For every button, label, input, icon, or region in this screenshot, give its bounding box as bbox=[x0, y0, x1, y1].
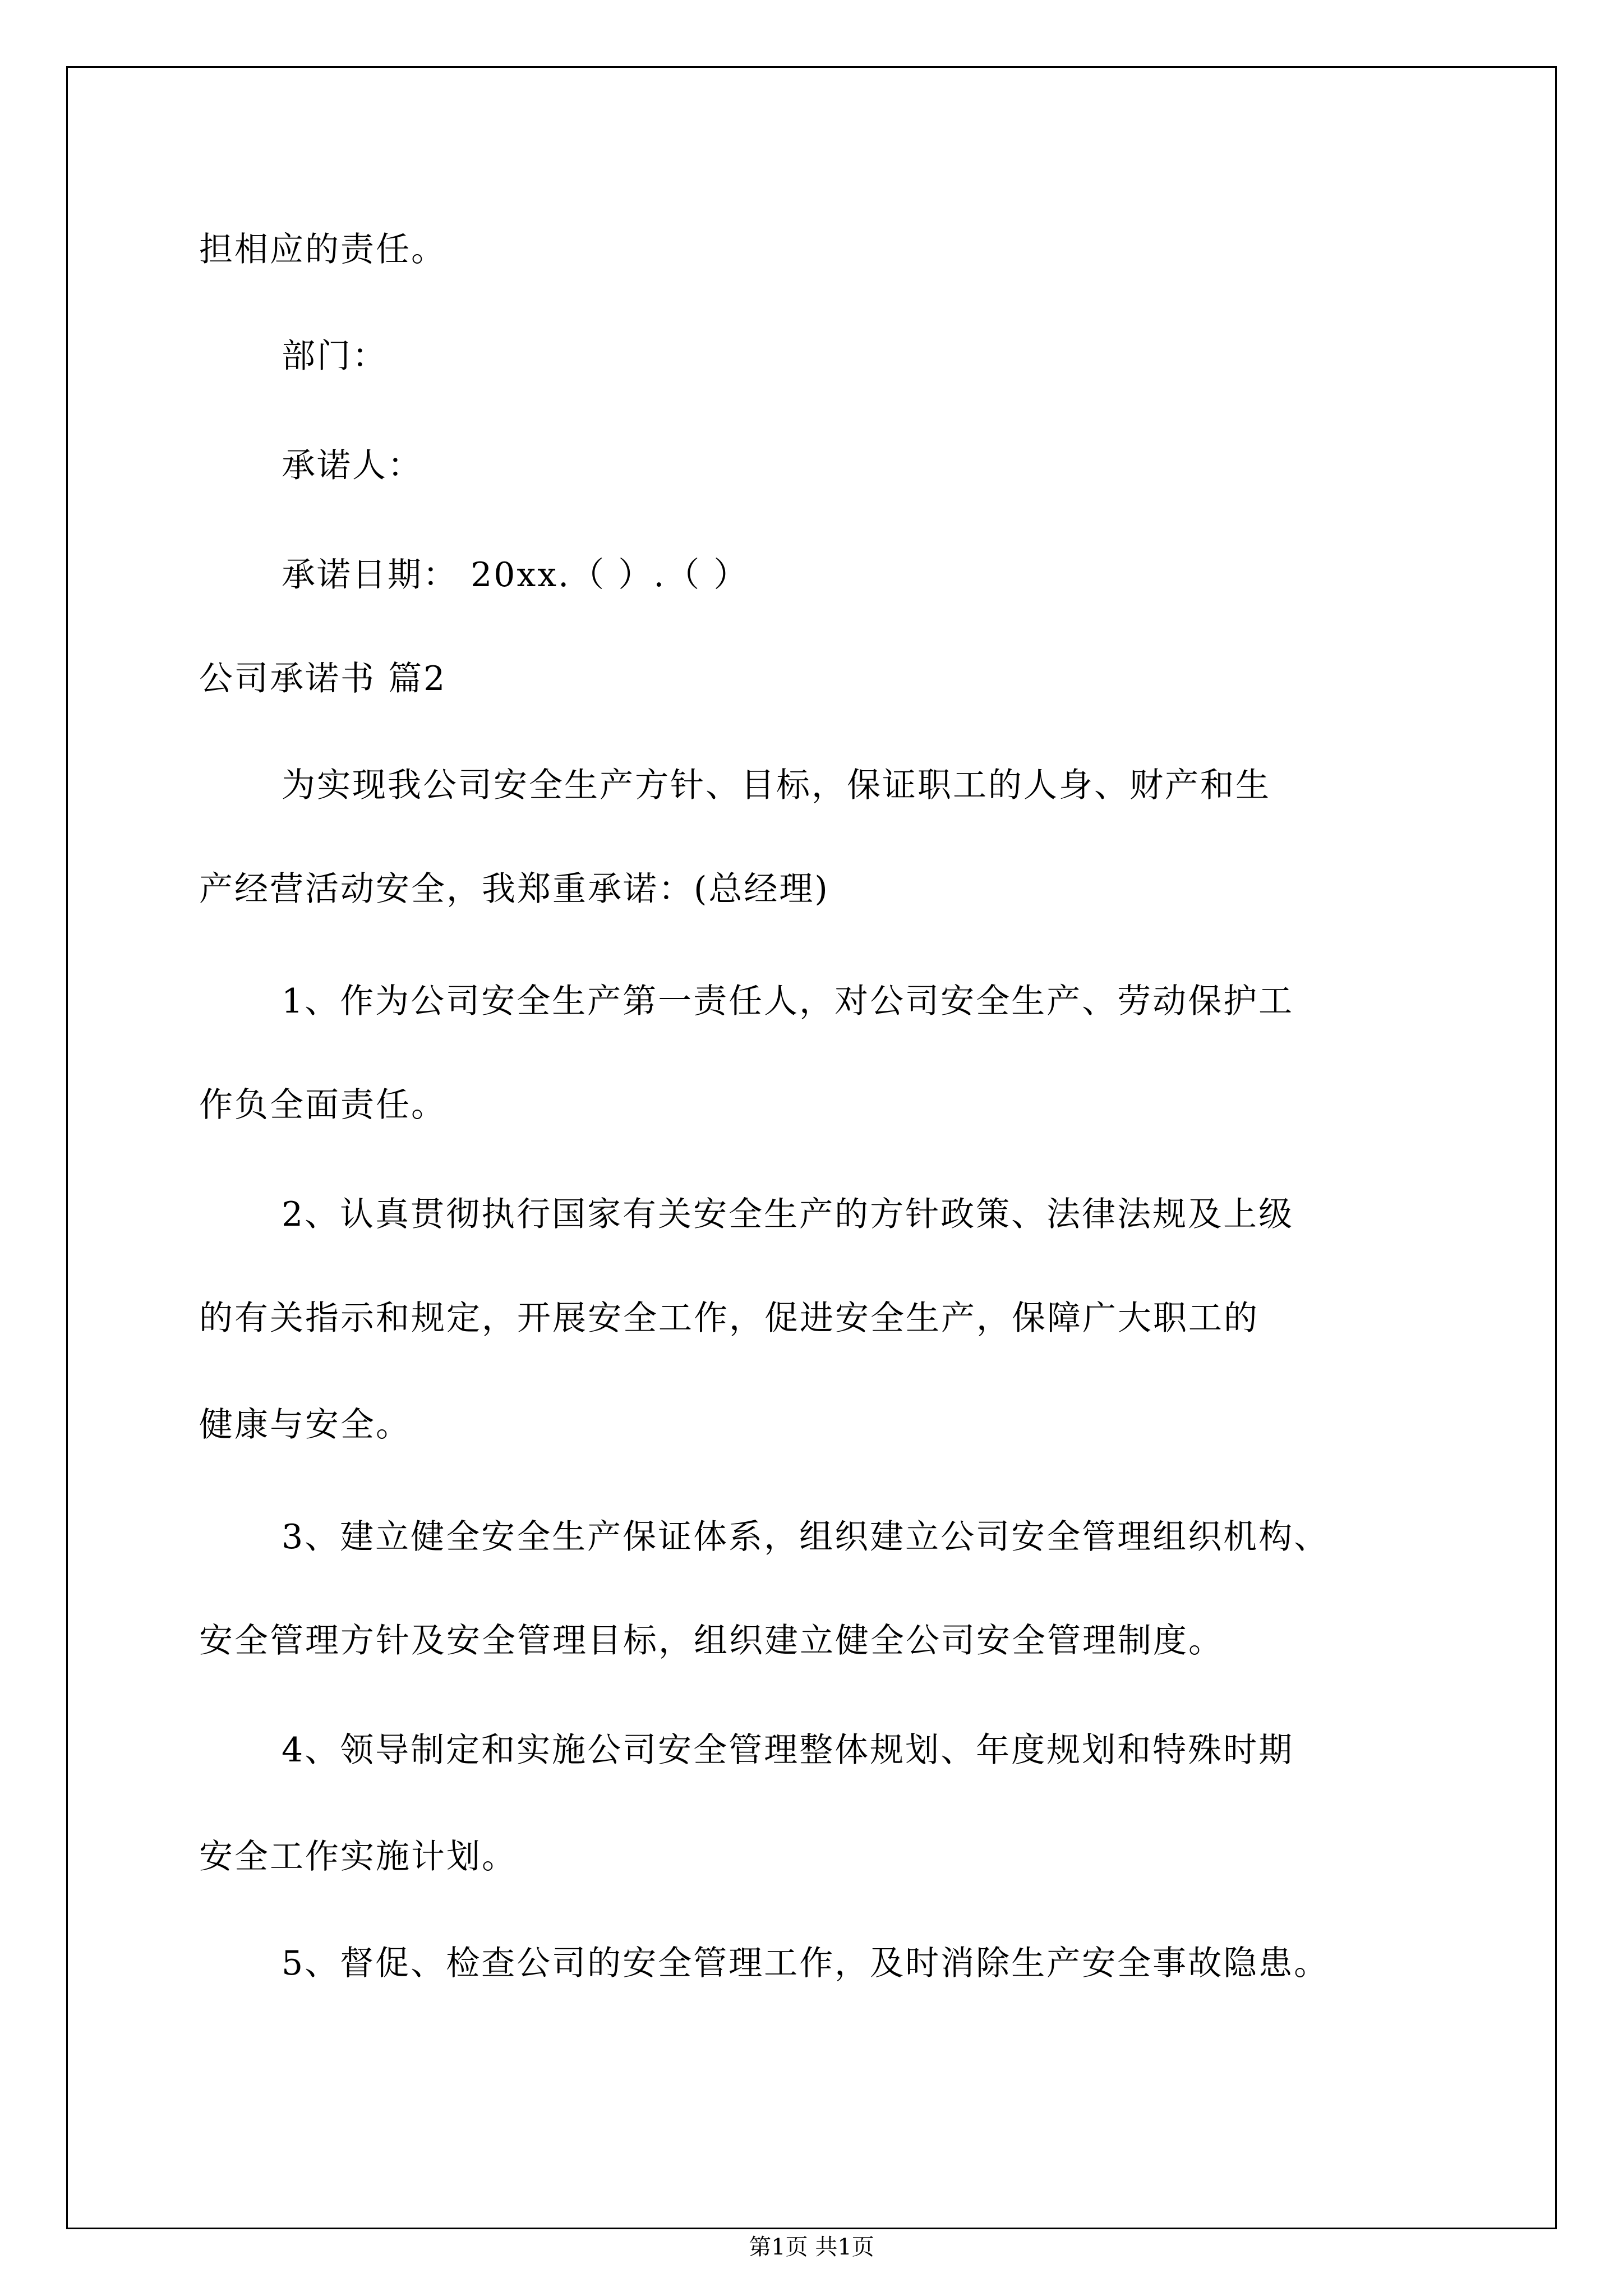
text-line: 作负全面责任。 bbox=[199, 1085, 446, 1125]
page-footer: 第1页 共1页 bbox=[749, 2234, 874, 2260]
text-line: 5、督促、检查公司的安全管理工作，及时消除生产安全事故隐患。 bbox=[282, 1944, 1330, 1983]
text-line: 2、认真贯彻执行国家有关安全生产的方针政策、法律法规及上级 bbox=[282, 1195, 1294, 1234]
text-line: 安全工作实施计划。 bbox=[199, 1837, 517, 1876]
text-line: 健康与安全。 bbox=[199, 1405, 411, 1444]
section-heading: 公司承诺书 篇2 bbox=[199, 659, 447, 698]
text-line: 的有关指示和规定，开展安全工作，促进安全生产，保障广大职工的 bbox=[199, 1299, 1259, 1338]
text-line: 1、作为公司安全生产第一责任人，对公司安全生产、劳动保护工 bbox=[282, 982, 1294, 1021]
text-line: 部门： bbox=[282, 337, 388, 376]
text-line: 为实现我公司安全生产方针、目标，保证职工的人身、财产和生 bbox=[282, 766, 1271, 805]
text-line: 安全管理方针及安全管理目标，组织建立健全公司安全管理制度。 bbox=[199, 1621, 1224, 1660]
text-line: 承诺人： bbox=[282, 446, 423, 485]
text-line: 3、建立健全安全生产保证体系，组织建立公司安全管理组织机构、 bbox=[282, 1517, 1330, 1557]
text-line: 担相应的责任。 bbox=[199, 230, 446, 269]
text-line: 产经营活动安全，我郑重承诺：(总经理) bbox=[199, 869, 829, 909]
text-line: 承诺日期： 20xx.（ ）.（ ） bbox=[282, 555, 749, 595]
page-border bbox=[66, 66, 1557, 2229]
text-line: 4、领导制定和实施公司安全管理整体规划、年度规划和特殊时期 bbox=[282, 1731, 1294, 1770]
